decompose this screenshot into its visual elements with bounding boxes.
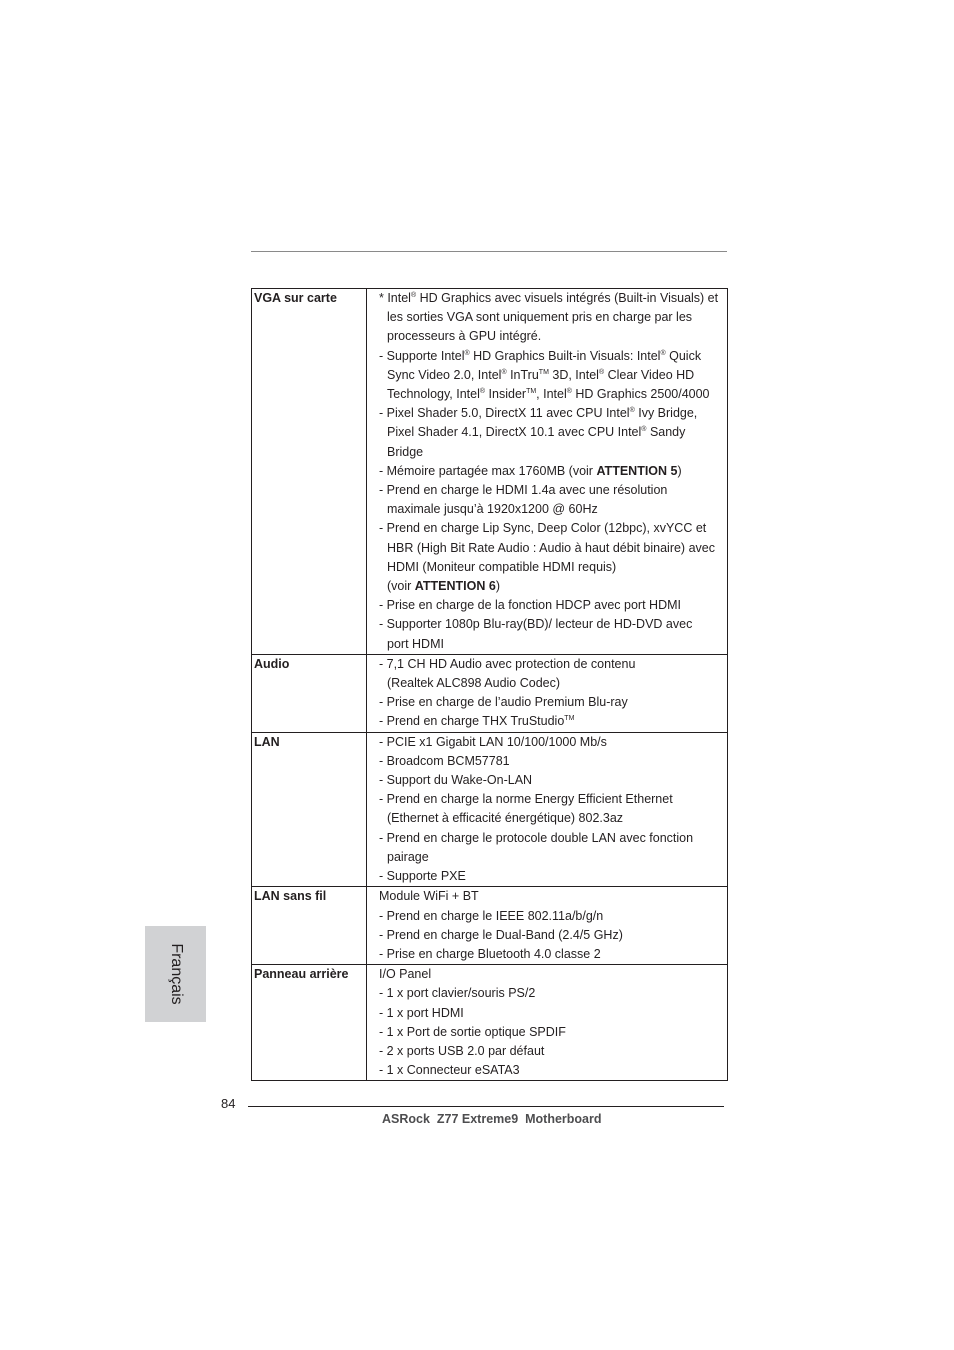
spec-line: - Prend en charge THX TruStudio™ xyxy=(379,714,575,729)
spec-content xyxy=(367,732,728,887)
spec-table xyxy=(251,288,728,1081)
spec-line: processeurs à GPU intégré. xyxy=(387,329,542,344)
header-rule xyxy=(251,251,727,252)
spec-line: - Prend en charge Lip Sync, Deep Color (12bpc), xvYCC et xyxy=(379,521,707,536)
spec-line: - Supporte PXE xyxy=(379,869,466,884)
spec-line: Bridge xyxy=(387,444,424,459)
spec-label: LAN xyxy=(252,732,367,887)
spec-line: - Prend en charge la norme Energy Efficient Ethernet xyxy=(379,792,673,807)
spec-line: (Realtek ALC898 Audio Codec) xyxy=(387,676,561,691)
spec-line: I/O Panel xyxy=(379,967,432,982)
footer-title: ASRock Z77 Extreme9 Motherboard xyxy=(382,1112,602,1126)
page-number: 84 xyxy=(221,1096,236,1111)
spec-row xyxy=(252,965,728,1081)
spec-line: Pixel Shader 4.1, DirectX 10.1 avec CPU Intel® Sandy xyxy=(387,425,686,440)
spec-row xyxy=(252,887,728,965)
spec-content xyxy=(367,965,728,1081)
spec-line: - 2 x ports USB 2.0 par défaut xyxy=(379,1043,545,1058)
spec-row xyxy=(252,732,728,887)
spec-content xyxy=(367,289,728,655)
spec-line: - Prend en charge le Dual-Band (2.4/5 GHz) xyxy=(379,927,623,942)
spec-line: (voir ATTENTION 6) xyxy=(387,579,500,594)
spec-line: les sorties VGA sont uniquement pris en charge par les xyxy=(387,310,693,325)
spec-line: - 1 x Port de sortie optique SPDIF xyxy=(379,1024,566,1039)
spec-line: - 1 x port clavier/souris PS/2 xyxy=(379,986,536,1001)
spec-line: - Broadcom BCM57781 xyxy=(379,753,510,768)
spec-line: - Mémoire partagée max 1760MB (voir ATTENTION 5) xyxy=(379,463,682,478)
spec-line: port HDMI xyxy=(387,636,444,651)
spec-table-body xyxy=(252,289,728,1081)
spec-line: - Prend en charge le HDMI 1.4a avec une résolution xyxy=(379,483,668,498)
spec-label: Panneau arrière xyxy=(252,965,367,1081)
spec-line: - Support du Wake-On-LAN xyxy=(379,773,533,788)
spec-label: LAN sans fil xyxy=(252,887,367,965)
spec-content xyxy=(367,654,728,732)
spec-line: Module WiFi + BT xyxy=(379,889,479,904)
spec-line: - Supporter 1080p Blu-ray(BD)/ lecteur de HD-DVD avec xyxy=(379,617,693,632)
language-tab-label: Français xyxy=(167,943,185,1005)
spec-line: - Prend en charge le protocole double LAN avec fonction xyxy=(379,830,694,845)
spec-line: Technology, Intel® Insider™, Intel® HD Graphics 2500/4000 xyxy=(387,387,710,402)
spec-line: Sync Video 2.0, Intel® InTru™ 3D, Intel® Clear Video HD xyxy=(387,367,695,382)
spec-line: - 1 x Connecteur eSATA3 xyxy=(379,1063,520,1078)
spec-line: HDMI (Moniteur compatible HDMI requis) xyxy=(387,559,617,574)
language-tab xyxy=(145,926,206,1022)
spec-line: * Intel® HD Graphics avec visuels intégrés (Built-in Visuals) et xyxy=(379,291,719,305)
spec-label: Audio xyxy=(252,654,367,732)
footer-rule xyxy=(248,1106,724,1107)
spec-line: - Supporte Intel® HD Graphics Built-in Visuals: Intel® Quick xyxy=(379,348,702,363)
spec-line: maximale jusqu’à 1920x1200 @ 60Hz xyxy=(387,502,598,517)
spec-line: - 1 x port HDMI xyxy=(379,1005,464,1020)
spec-label: VGA sur carte xyxy=(252,289,367,655)
spec-line: - 7,1 CH HD Audio avec protection de contenu xyxy=(379,656,636,671)
spec-line: - PCIE x1 Gigabit LAN 10/100/1000 Mb/s xyxy=(379,734,607,749)
spec-line: - Prise en charge de l’audio Premium Blu-ray xyxy=(379,695,628,710)
spec-line: - Prise en charge de la fonction HDCP avec port HDMI xyxy=(379,598,681,613)
spec-row xyxy=(252,289,728,655)
spec-line: HBR (High Bit Rate Audio : Audio à haut débit binaire) avec xyxy=(387,540,715,555)
spec-line: - Prise en charge Bluetooth 4.0 classe 2 xyxy=(379,946,601,961)
spec-line: (Ethernet à efficacité énergétique) 802.3az xyxy=(387,811,624,826)
spec-line: - Pixel Shader 5.0, DirectX 11 avec CPU Intel® Ivy Bridge, xyxy=(379,406,698,421)
spec-line: pairage xyxy=(387,849,429,864)
spec-line: - Prend en charge le IEEE 802.11a/b/g/n xyxy=(379,908,604,923)
spec-row xyxy=(252,654,728,732)
spec-content xyxy=(367,887,728,965)
